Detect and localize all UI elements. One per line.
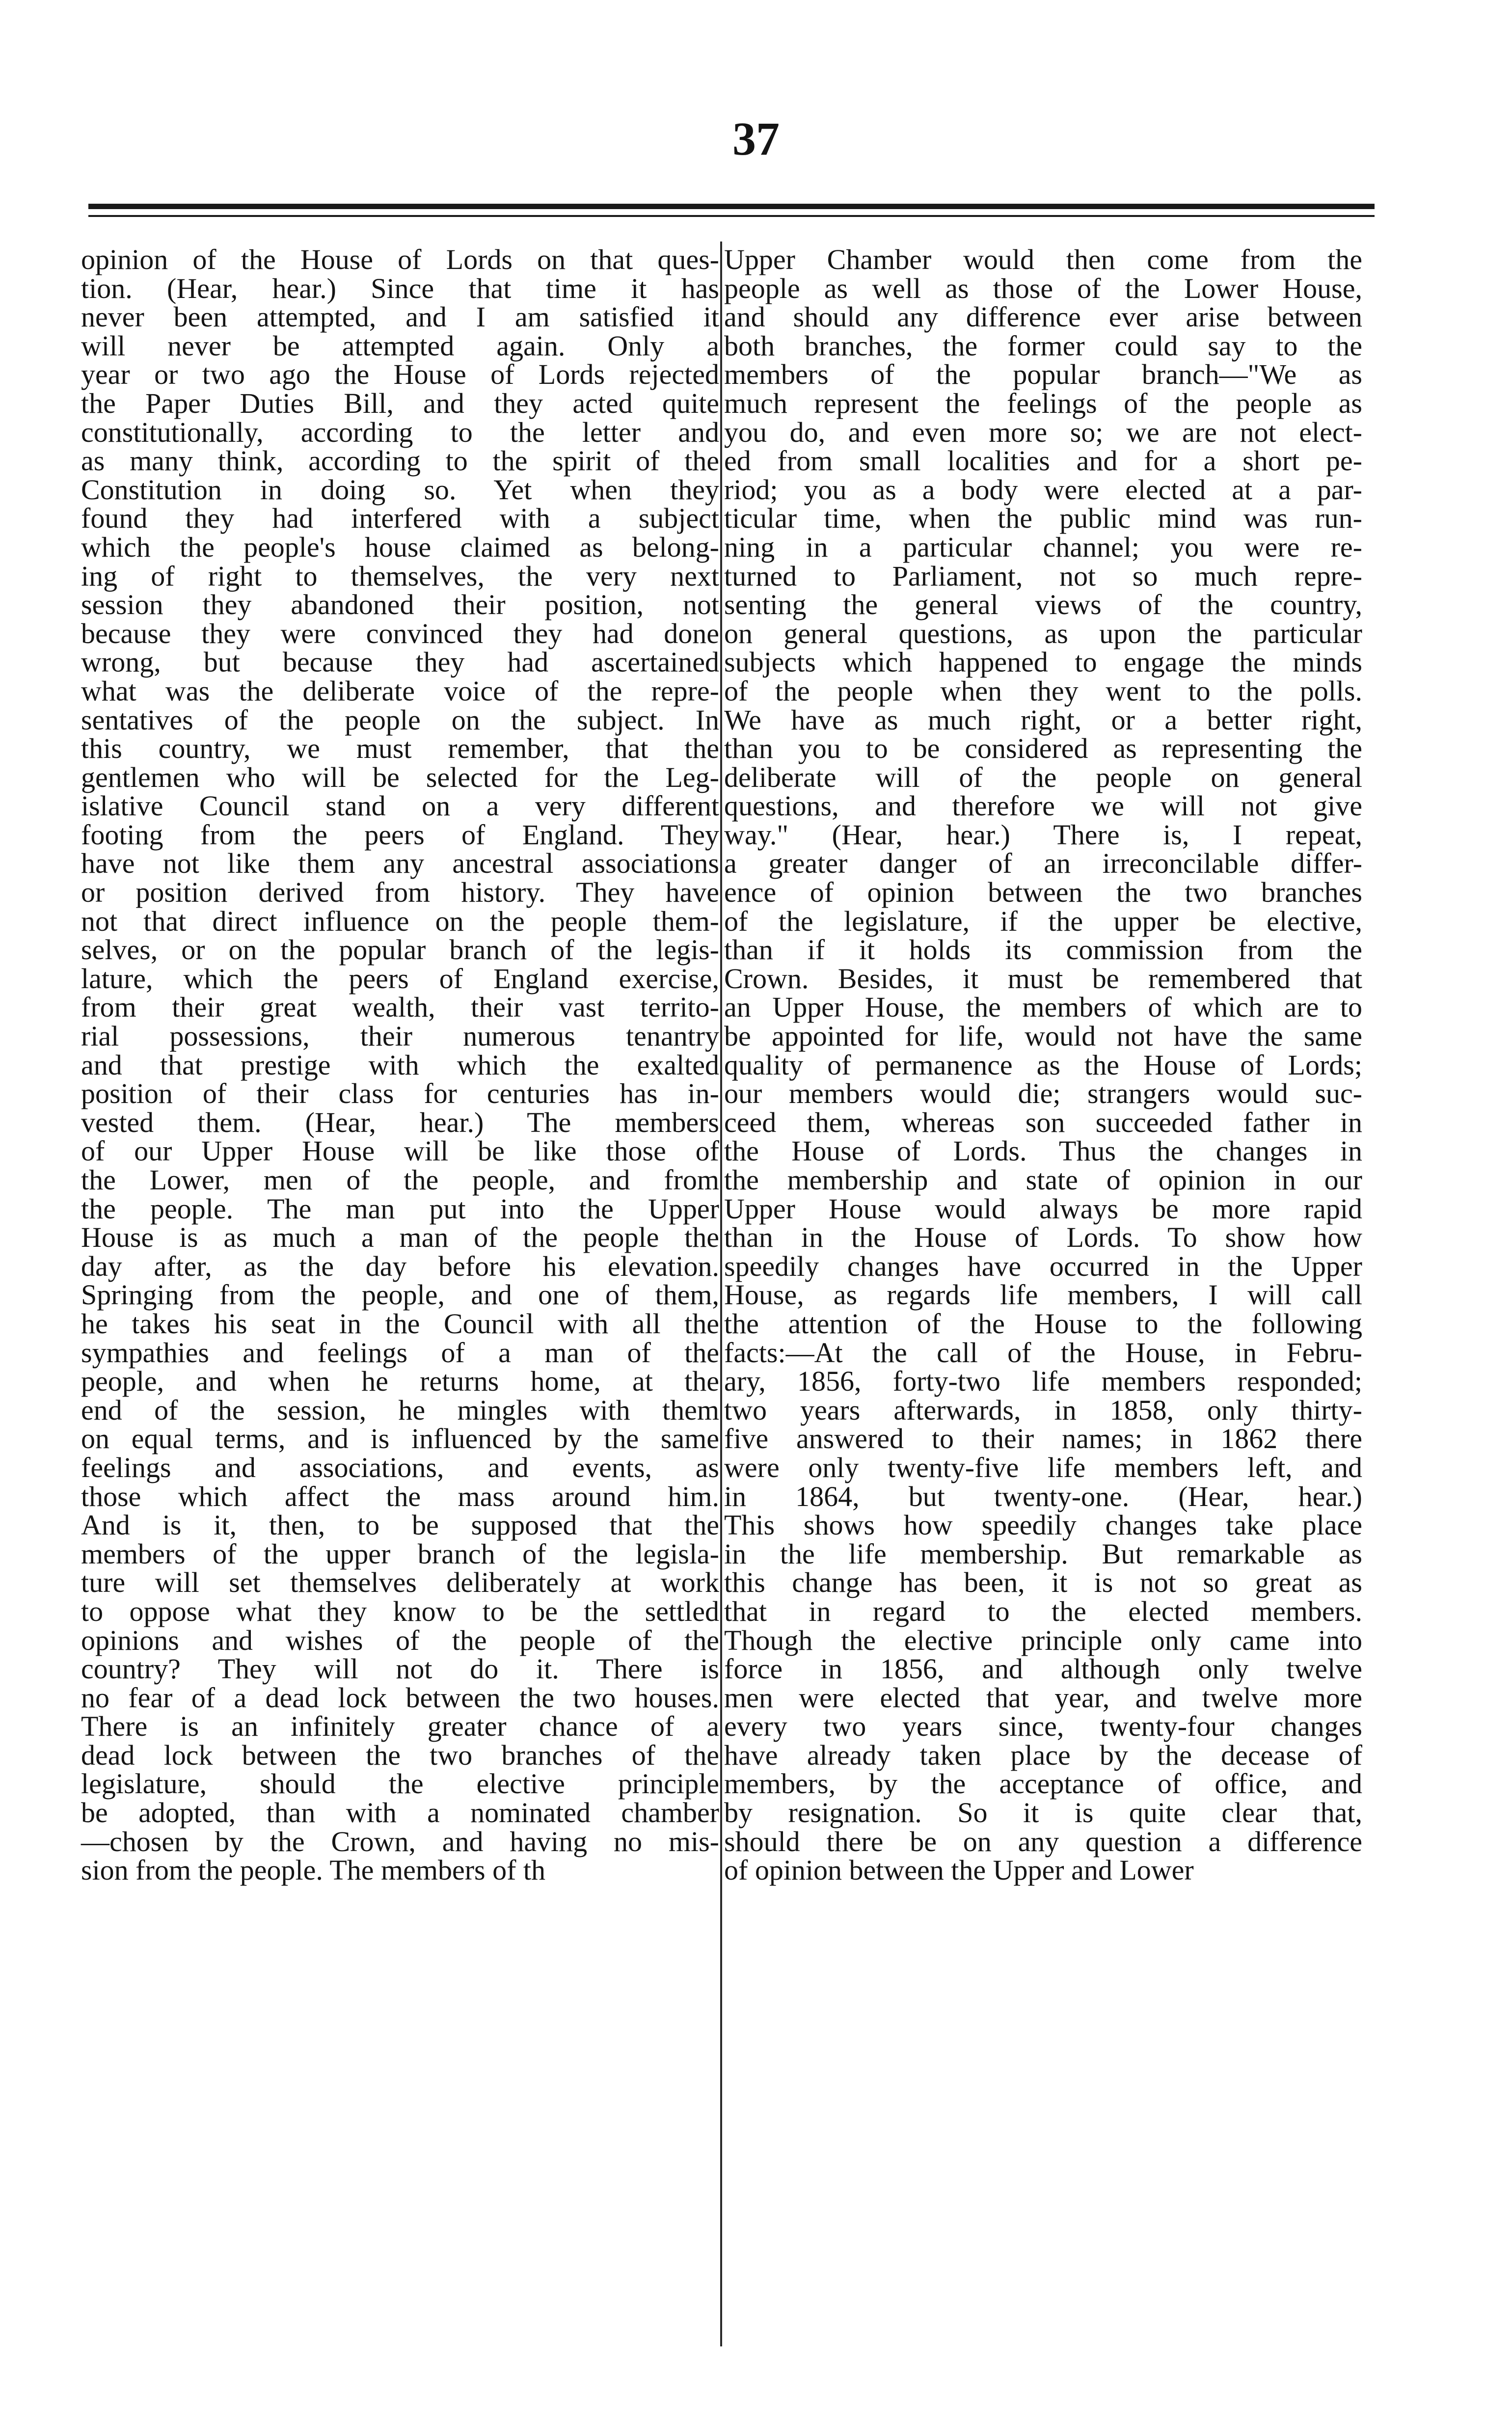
text-line: ture will set themselves deliberately at work: [81, 1566, 719, 1599]
page-number: 37: [732, 112, 780, 165]
text-line: ed from small localities and for a short pe-: [724, 445, 1362, 477]
text-line: much represent the feelings of the people as: [724, 387, 1362, 419]
text-line: every two years since, twenty-four changes: [724, 1710, 1362, 1743]
text-line: sion from the people. The members of th: [81, 1854, 546, 1886]
text-line: members, by the acceptance of office, and: [724, 1768, 1362, 1800]
text-line: to oppose what they know to be the settled: [81, 1595, 719, 1627]
text-line: of our Upper House will be like those of: [81, 1135, 719, 1167]
text-line: This shows how speedily changes take place: [724, 1509, 1362, 1541]
text-line: country? They will not do it. There is: [81, 1653, 719, 1685]
text-line: vested them. (Hear, hear.) The members: [81, 1106, 719, 1138]
text-line: end of the session, he mingles with them: [81, 1394, 719, 1426]
text-line: wrong, but because they had ascertained: [81, 646, 719, 678]
column-divider: [720, 242, 722, 2346]
text-line: never been attempted, and I am satisfied it: [81, 301, 719, 333]
text-line: the people. The man put into the Upper: [81, 1192, 719, 1225]
text-line: in the life membership. But remarkable as: [724, 1537, 1362, 1570]
text-line: of the people when they went to the polls.: [724, 674, 1362, 707]
text-line: ceed them, whereas son succeeded father in: [724, 1106, 1362, 1138]
text-line: that in regard to the elected members.: [724, 1595, 1362, 1627]
text-line: people, and when he returns home, at the: [81, 1365, 719, 1398]
text-line: And is it, then, to be supposed that the: [81, 1509, 719, 1541]
text-line: rial possessions, their numerous tenantry: [81, 1020, 719, 1052]
text-line: islative Council stand on a very different: [81, 790, 719, 822]
text-line: and should any difference ever arise between: [724, 301, 1362, 333]
text-line: our members would die; strangers would suc-: [724, 1077, 1362, 1110]
text-line: ary, 1856, forty-two life members responded;: [724, 1365, 1362, 1398]
text-line: ning in a particular channel; you were re-: [724, 531, 1362, 563]
text-line: men were elected that year, and twelve more: [724, 1681, 1362, 1714]
text-line: as many think, according to the spirit of the: [81, 445, 719, 477]
text-line: House is as much a man of the people the: [81, 1221, 719, 1254]
text-line: —chosen by the Crown, and having no mis-: [81, 1825, 719, 1857]
text-line: sympathies and feelings of a man of the: [81, 1336, 719, 1369]
text-line: opinion of the House of Lords on that ques-: [81, 243, 719, 275]
text-line: ing of right to themselves, the very next: [81, 560, 719, 592]
text-line: this change has been, it is not so great as: [724, 1566, 1362, 1599]
text-line: people as well as those of the Lower House,: [724, 272, 1362, 304]
text-line: no fear of a dead lock between the two houses.: [81, 1681, 719, 1714]
text-line: not that direct influence on the people them-: [81, 905, 719, 937]
text-line: speedily changes have occurred in the Upper: [724, 1250, 1362, 1282]
text-line: what was the deliberate voice of the repre-: [81, 674, 719, 707]
left-column: [81, 245, 719, 1885]
header-rule-thin: [88, 215, 1375, 217]
header-rule-thick: [88, 204, 1375, 209]
text-line: position of their class for centuries has in-: [81, 1077, 719, 1110]
text-line: members of the upper branch of the legisla-: [81, 1537, 719, 1570]
text-line: opinions and wishes of the people of the: [81, 1624, 719, 1656]
text-line: an Upper House, the members of which are to: [724, 991, 1362, 1023]
text-line: Upper Chamber would then come from the: [724, 243, 1362, 275]
text-line: in 1864, but twenty-one. (Hear, hear.): [724, 1480, 1362, 1512]
text-line: questions, and therefore we will not give: [724, 790, 1362, 822]
text-line: turned to Parliament, not so much repre-: [724, 560, 1362, 592]
text-line: sentatives of the people on the subject. In: [81, 703, 719, 736]
text-line: gentlemen who will be selected for the Leg-: [81, 761, 719, 793]
text-line: he takes his seat in the Council with all the: [81, 1307, 719, 1340]
text-line: by resignation. So it is quite clear that,: [724, 1797, 1362, 1829]
text-line: should there be on any question a difference: [724, 1825, 1362, 1857]
text-line: ticular time, when the public mind was run-: [724, 502, 1362, 535]
text-line: the attention of the House to the following: [724, 1307, 1362, 1340]
text-line: on general questions, as upon the particular: [724, 617, 1362, 649]
text-line: year or two ago the House of Lords rejected: [81, 358, 719, 391]
text-line: than if it holds its commission from the: [724, 934, 1362, 966]
text-line: be appointed for life, would not have the same: [724, 1020, 1362, 1052]
text-line: have already taken place by the decease of: [724, 1739, 1362, 1771]
text-line: force in 1856, and although only twelve: [724, 1653, 1362, 1685]
text-line: senting the general views of the country,: [724, 589, 1362, 621]
text-line: Crown. Besides, it must be remembered that: [724, 962, 1362, 995]
text-line: Springing from the people, and one of them,: [81, 1279, 719, 1311]
text-line: both branches, the former could say to the: [724, 329, 1362, 362]
text-line: this country, we must remember, that the: [81, 732, 719, 765]
text-line: footing from the peers of England. They: [81, 818, 719, 851]
text-line: the Paper Duties Bill, and they acted quite: [81, 387, 719, 419]
text-line: the Lower, men of the people, and from: [81, 1164, 719, 1196]
text-line: the membership and state of opinion in our: [724, 1164, 1362, 1196]
text-line: quality of permanence as the House of Lords;: [724, 1049, 1362, 1081]
text-line: because they were convinced they had done: [81, 617, 719, 649]
text-line: There is an infinitely greater chance of a: [81, 1710, 719, 1743]
text-line: tion. (Hear, hear.) Since that time it has: [81, 272, 719, 304]
text-line: and that prestige with which the exalted: [81, 1049, 719, 1081]
text-line: Constitution in doing so. Yet when they: [81, 473, 719, 506]
right-column: [724, 245, 1362, 1885]
text-line: We have as much right, or a better right,: [724, 703, 1362, 736]
text-line: selves, or on the popular branch of the legis-: [81, 934, 719, 966]
text-line: were only twenty-five life members left, and: [724, 1451, 1362, 1483]
text-line: or position derived from history. They have: [81, 876, 719, 909]
text-line: of opinion between the Upper and Lower: [724, 1854, 1194, 1886]
text-line: than in the House of Lords. To show how: [724, 1221, 1362, 1254]
text-line: will never be attempted again. Only a: [81, 329, 719, 362]
text-line: of the legislature, if the upper be elective,: [724, 905, 1362, 937]
text-line: Upper House would always be more rapid: [724, 1192, 1362, 1225]
text-line: a greater danger of an irreconcilable differ-: [724, 847, 1362, 880]
text-line: found they had interfered with a subject: [81, 502, 719, 535]
text-line: have not like them any ancestral associations: [81, 847, 719, 880]
text-line: which the people's house claimed as belong-: [81, 531, 719, 563]
text-line: day after, as the day before his elevation.: [81, 1250, 719, 1282]
text-line: than you to be considered as representing the: [724, 732, 1362, 765]
text-line: riod; you as a body were elected at a par-: [724, 473, 1362, 506]
text-line: legislature, should the elective principle: [81, 1768, 719, 1800]
text-line: Though the elective principle only came into: [724, 1624, 1362, 1656]
text-line: two years afterwards, in 1858, only thirty-: [724, 1394, 1362, 1426]
text-line: the House of Lords. Thus the changes in: [724, 1135, 1362, 1167]
text-line: subjects which happened to engage the minds: [724, 646, 1362, 678]
text-line: feelings and associations, and events, as: [81, 1451, 719, 1483]
text-line: constitutionally, according to the letter and: [81, 416, 719, 448]
text-line: five answered to their names; in 1862 there: [724, 1423, 1362, 1455]
text-line: session they abandoned their position, not: [81, 589, 719, 621]
text-line: lature, which the peers of England exercise,: [81, 962, 719, 995]
text-line: those which affect the mass around him.: [81, 1480, 719, 1512]
text-line: members of the popular branch—"We as: [724, 358, 1362, 391]
text-line: House, as regards life members, I will call: [724, 1279, 1362, 1311]
text-line: from their great wealth, their vast territo-: [81, 991, 719, 1023]
text-line: be adopted, than with a nominated chamber: [81, 1797, 719, 1829]
text-line: on equal terms, and is influenced by the same: [81, 1423, 719, 1455]
text-line: deliberate will of the people on general: [724, 761, 1362, 793]
text-line: way." (Hear, hear.) There is, I repeat,: [724, 818, 1362, 851]
text-line: facts:—At the call of the House, in Febru-: [724, 1336, 1362, 1369]
text-line: dead lock between the two branches of the: [81, 1739, 719, 1771]
text-line: you do, and even more so; we are not elect-: [724, 416, 1362, 448]
text-line: ence of opinion between the two branches: [724, 876, 1362, 909]
